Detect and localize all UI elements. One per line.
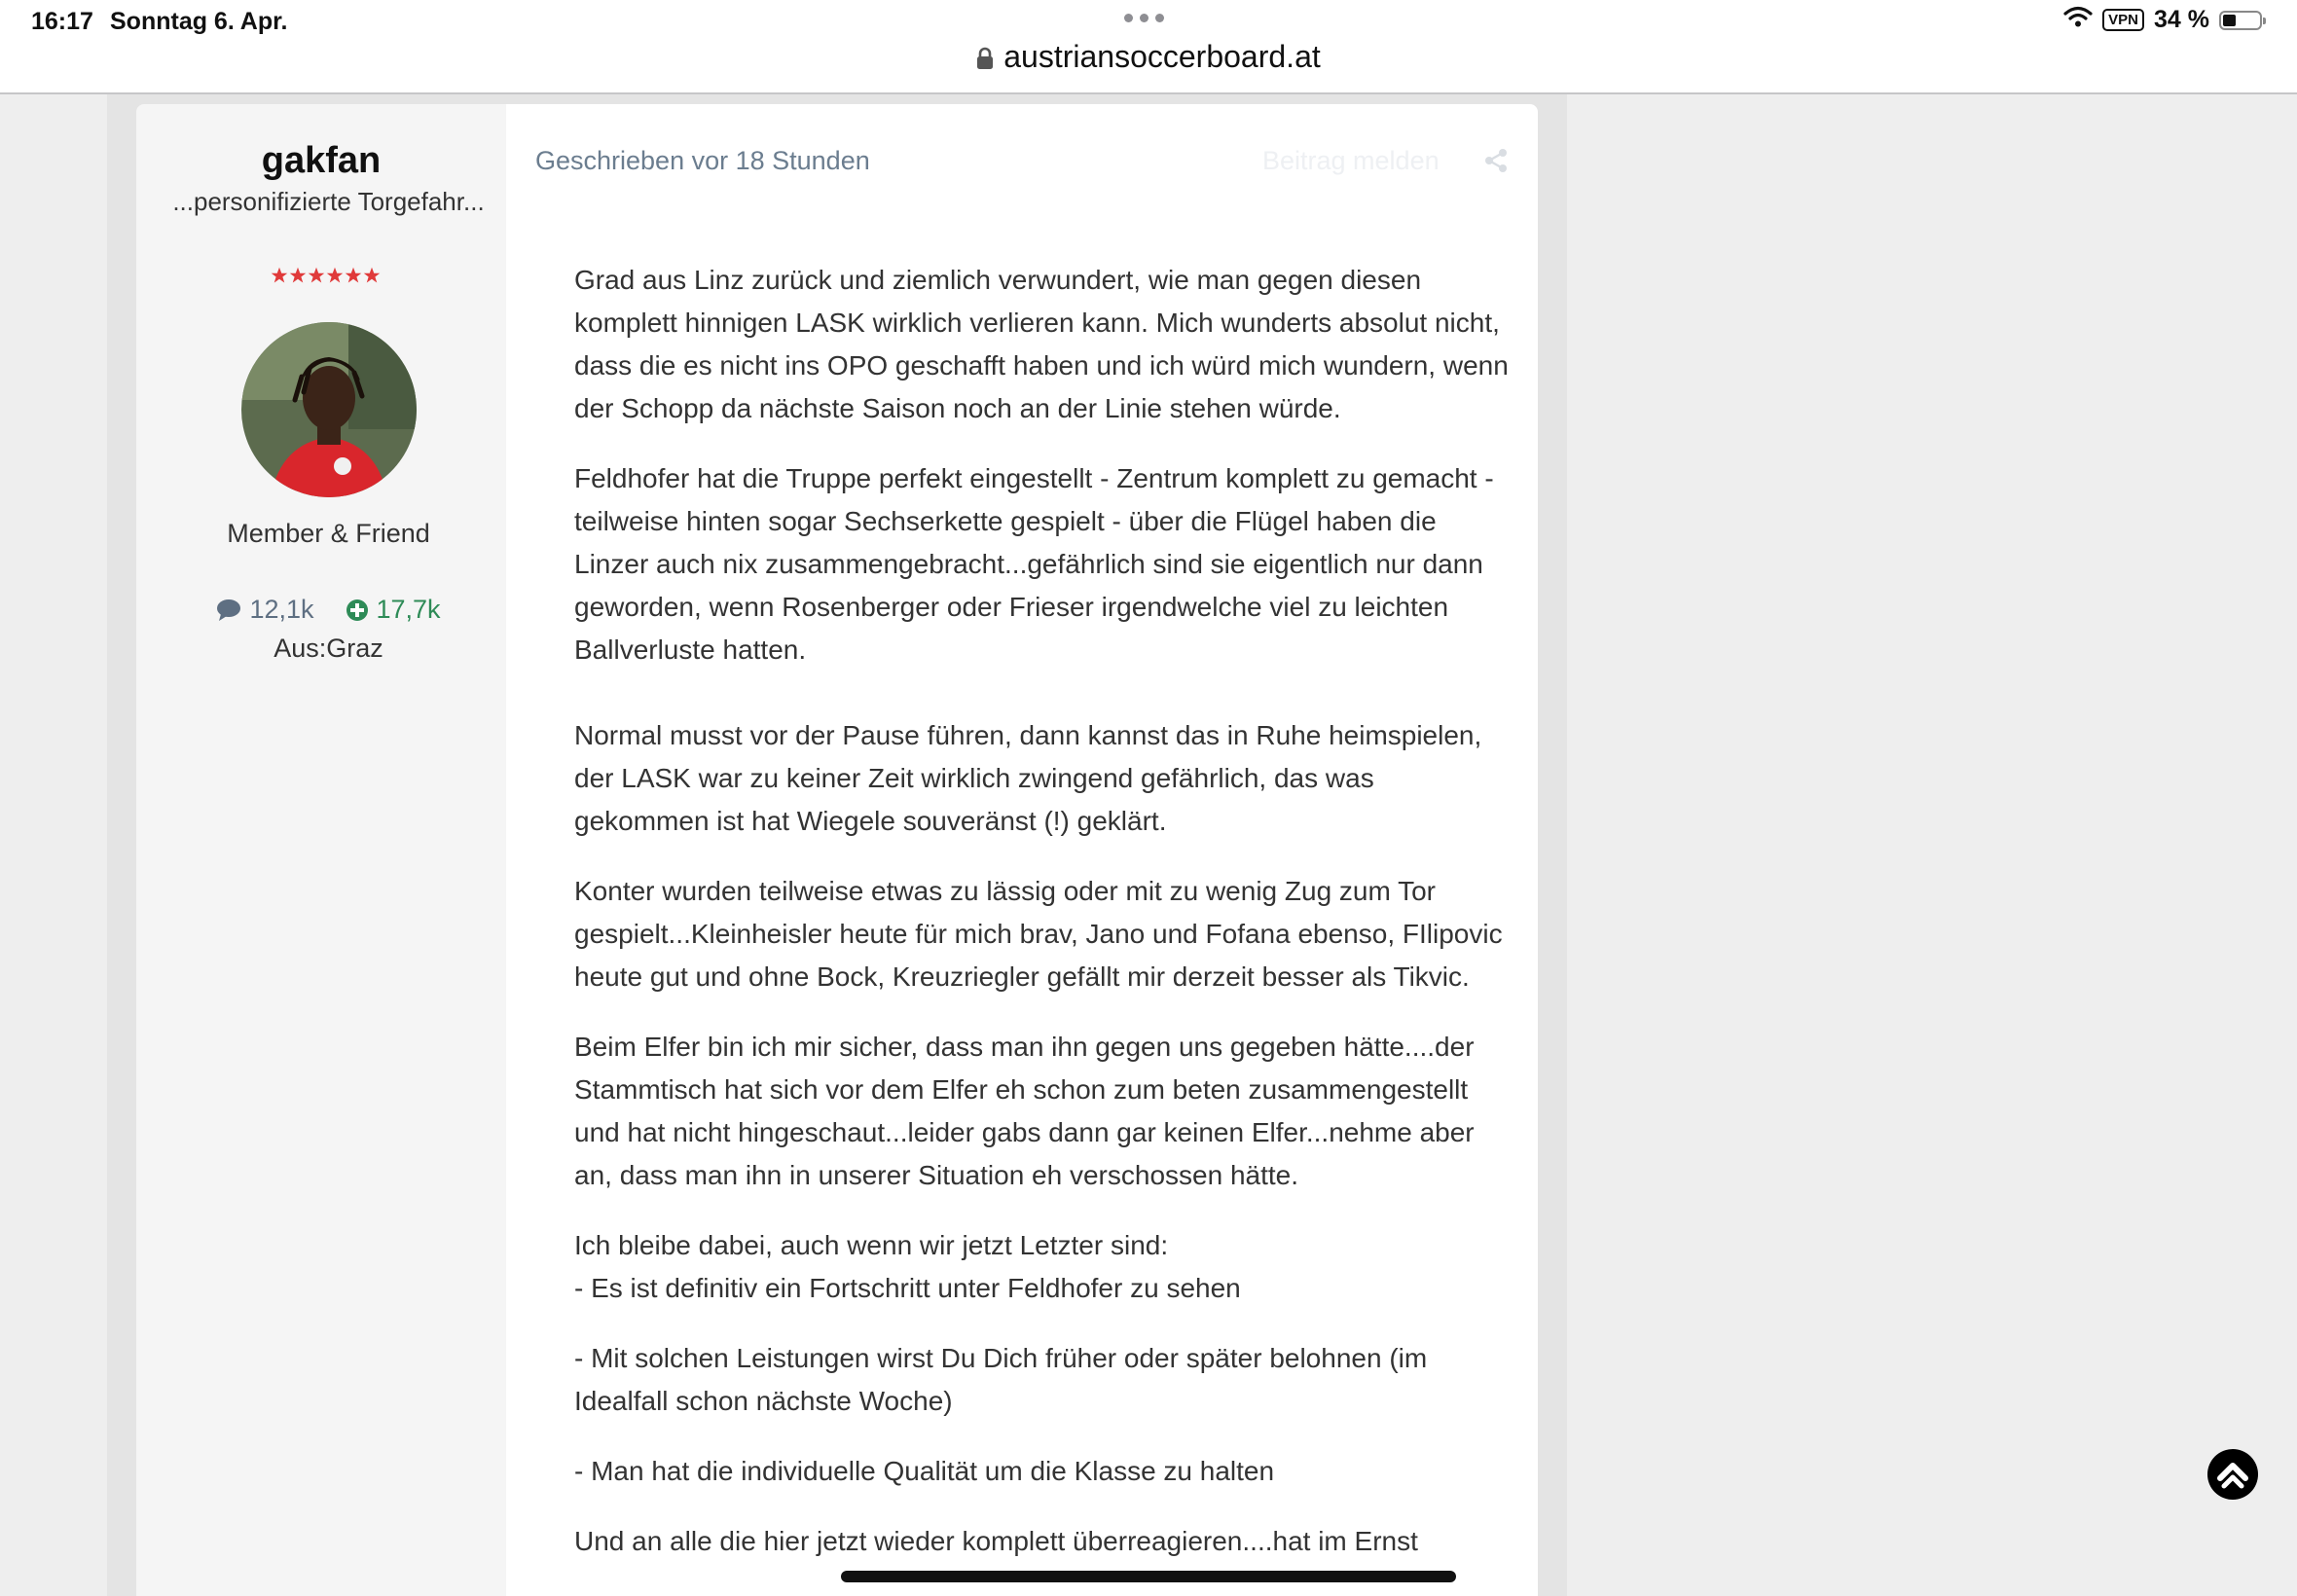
star-icon: [363, 267, 381, 284]
rank-stars: [271, 267, 381, 284]
star-icon: [271, 267, 288, 284]
member-group: Member & Friend: [227, 519, 430, 548]
post-list-item: - Man hat die individuelle Qualität um die Klasse zu halten: [574, 1456, 1275, 1486]
author-stats: [136, 595, 521, 625]
post-list-item: - Mit solchen Leistungen wirst Du Dich früher oder später belohnen (im Idealfall schon nächste Woche): [574, 1343, 1428, 1416]
post-paragraph: Normal musst vor der Pause führen, dann kannst das in Ruhe heimspielen, der LASK war zu keiner Zeit wirklich zwingend gefährlich, das was gekommen ist hat Wiegele souveränst (!) geklärt.: [574, 720, 1482, 836]
post-paragraph: Beim Elfer bin ich mir sicher, dass man ihn gegen uns gegeben hätte....der Stammtisch hat sich vor dem Elfer eh schon zum beten zusammengestellt und hat nicht hingeschaut...leider gabs dann gar keinen Elfer...nehme aber an, dass man ihn in unserer Situation eh verschossen hätte.: [574, 1032, 1475, 1190]
plus-circle-icon: [346, 598, 369, 622]
browser-top-bar: [0, 0, 2297, 94]
post-paragraph: Grad aus Linz zurück und ziemlich verwundert, wie man gegen diesen komplett hinnigen LASK wirklich verlieren kann. Mich wunderts absolut nicht, dass die es nicht ins OPO geschafft haben und ich würd mich wundern, wenn der Schopp da nächste Saison noch an der Linie stehen würde.: [574, 265, 1509, 423]
url-text: austriansoccerboard.at: [1003, 39, 1321, 74]
author-name[interactable]: gakfan: [261, 140, 382, 181]
star-icon: [308, 267, 325, 284]
status-right: [2063, 6, 2262, 34]
star-icon: [289, 267, 307, 284]
scroll-to-top-icon[interactable]: [2206, 1448, 2259, 1501]
reputation[interactable]: [346, 595, 441, 625]
reputation-value: 17,7k: [376, 595, 441, 624]
report-post-link[interactable]: Beitrag melden: [1262, 146, 1440, 175]
share-icon[interactable]: [1483, 148, 1509, 178]
status-time: 16:17: [31, 8, 93, 35]
star-icon: [326, 267, 344, 284]
status-date: Sonntag 6. Apr.: [110, 8, 288, 35]
battery-percent: 34 %: [2154, 6, 2209, 33]
author-title: ...personifizierte Torgefahr...: [172, 187, 485, 216]
post-paragraph: Ich bleibe dabei, auch wenn wir jetzt Letzter sind:: [574, 1230, 1169, 1260]
more-dots-icon[interactable]: [1124, 14, 1173, 27]
post-paragraph: Konter wurden teilweise etwas zu lässig oder mit zu wenig Zug zum Tor gespielt...Kleinheisler heute für mich brav, Jano und Fofana ebenso, FIlipovic heute gut und ohne Bock, Kreuzriegler gefällt mir derzeit besser als Tikvic.: [574, 876, 1503, 992]
address-bar[interactable]: [0, 39, 2297, 78]
vpn-icon: VPN: [2102, 9, 2144, 31]
post-paragraph: Und an alle die hier jetzt wieder komplett überreagieren....hat im Ernst: [574, 1526, 1418, 1556]
posts-count[interactable]: [216, 595, 313, 625]
comment-icon: [216, 598, 241, 622]
lock-icon: [976, 42, 994, 78]
post-timestamp[interactable]: Geschrieben vor 18 Stunden: [535, 146, 870, 175]
home-indicator[interactable]: [841, 1571, 1456, 1582]
post-paragraph: Feldhofer hat die Truppe perfekt eingestellt - Zentrum komplett zu gemacht - teilweise hinten sogar Sechserkette gespielt - über die Flügel haben die Linzer auch nix zusammengebracht...gefährlich sind sie eigentlich nur dann geworden, wenn Rosenberger oder Frieser irgendwelche viel zu leichten Ballverluste hatten.: [574, 463, 1494, 665]
posts-count-value: 12,1k: [249, 595, 314, 624]
star-icon: [345, 267, 362, 284]
post-list-item: - Es ist definitiv ein Fortschritt unter Feldhofer zu sehen: [574, 1273, 1241, 1303]
avatar[interactable]: [241, 322, 417, 497]
wifi-icon: [2063, 6, 2093, 34]
author-location: Aus:Graz: [273, 634, 383, 663]
post-content: [574, 259, 1509, 1590]
battery-icon: [2219, 11, 2262, 30]
